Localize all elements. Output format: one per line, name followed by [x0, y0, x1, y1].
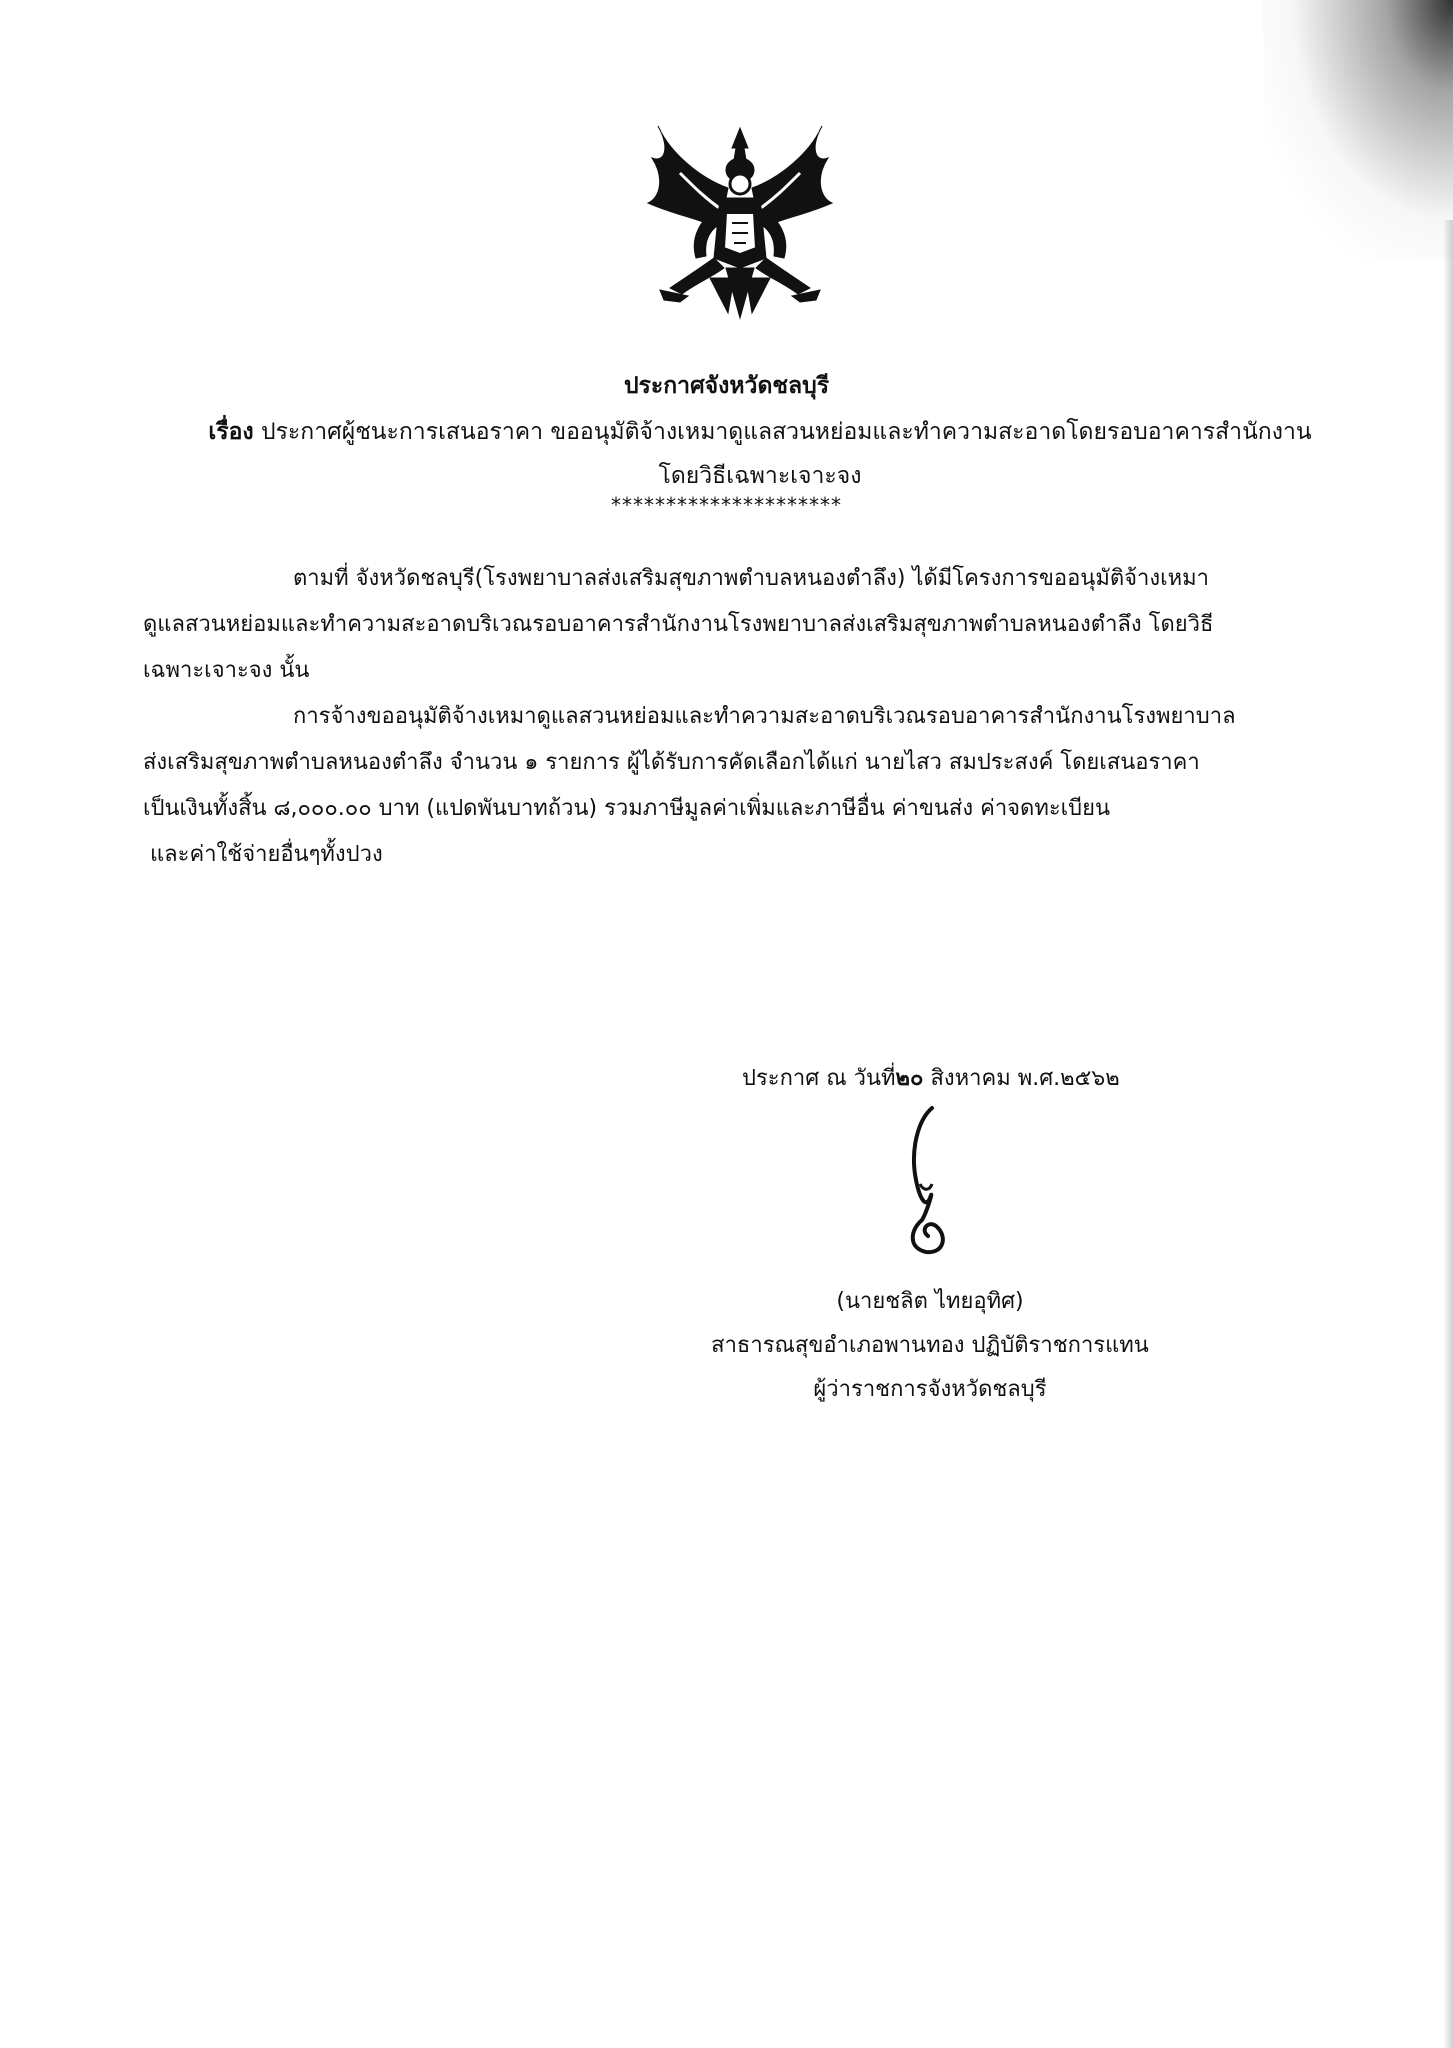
paragraph-2-line-4: และค่าใช้จ่ายอื่นๆทั้งปวง	[143, 842, 383, 867]
subject-text: ประกาศผู้ชนะการเสนอราคา ขออนุมัติจ้างเหมาดูแลสวนหย่อมและทำความสะอาดโดยรอบอาคารสำนักงาน	[260, 419, 1312, 445]
signer-position: สาธารณสุขอำเภอพานทอง ปฏิบัติราชการแทน	[711, 1333, 1149, 1358]
subject-line-2: โดยวิธีเฉพาะเจาะจง	[658, 463, 862, 489]
body-text	[143, 556, 1323, 878]
paragraph-2-line-1: การจ้างขออนุมัติจ้างเหมาดูแลสวนหย่อมและทำความสะอาดบริเวณรอบอาคารสำนักงานโรงพยาบาล	[293, 704, 1236, 729]
signature-block	[640, 1280, 1220, 1412]
handwritten-signature	[870, 1090, 980, 1260]
subject-label: เรื่อง	[208, 419, 254, 445]
announce-text: ประกาศ ณ วันที่	[742, 1066, 896, 1091]
paragraph-1-line-2: ดูแลสวนหย่อมและทำความสะอาดบริเวณรอบอาคารสำนักงานโรงพยาบาลส่งเสริมสุขภาพตำบลหนองตำลึง โดยวิธี	[143, 612, 1214, 637]
paragraph-1-line-3: เฉพาะเจาะจง นั้น	[143, 658, 310, 683]
subject-block	[160, 410, 1360, 498]
signer-title: ผู้ว่าราชการจังหวัดชลบุรี	[813, 1377, 1047, 1402]
signer-name: (นายชลิต ไทยอุทิศ)	[836, 1289, 1024, 1314]
subject-line-1	[160, 410, 1360, 454]
garuda-emblem	[640, 118, 840, 328]
document-title: ประกาศจังหวัดชลบุรี	[623, 373, 830, 399]
announce-day: ๒๐	[895, 1066, 924, 1091]
scan-shadow	[1263, 0, 1453, 260]
announce-month-year: สิงหาคม พ.ศ.๒๕๖๒	[930, 1066, 1120, 1091]
separator: *********************	[611, 493, 842, 517]
paragraph-2-line-2: ส่งเสริมสุขภาพตำบลหนองตำลึง จำนวน ๑ รายการ ผู้ได้รับการคัดเลือกได้แก่ นายไสว สมประสงค์ โดยเสนอราคา	[143, 750, 1200, 775]
paragraph-1-line-1: ตามที่ จังหวัดชลบุรี(โรงพยาบาลส่งเสริมสุขภาพตำบลหนองตำลึง) ได้มีโครงการขออนุมัติจ้างเหมา	[293, 566, 1209, 591]
paragraph-2-line-3: เป็นเงินทั้งสิ้น ๘,๐๐๐.๐๐ บาท (แปดพันบาทถ้วน) รวมภาษีมูลค่าเพิ่มและภาษีอื่น ค่าขนส่ง ค่าจดทะเบียน	[143, 796, 1111, 821]
